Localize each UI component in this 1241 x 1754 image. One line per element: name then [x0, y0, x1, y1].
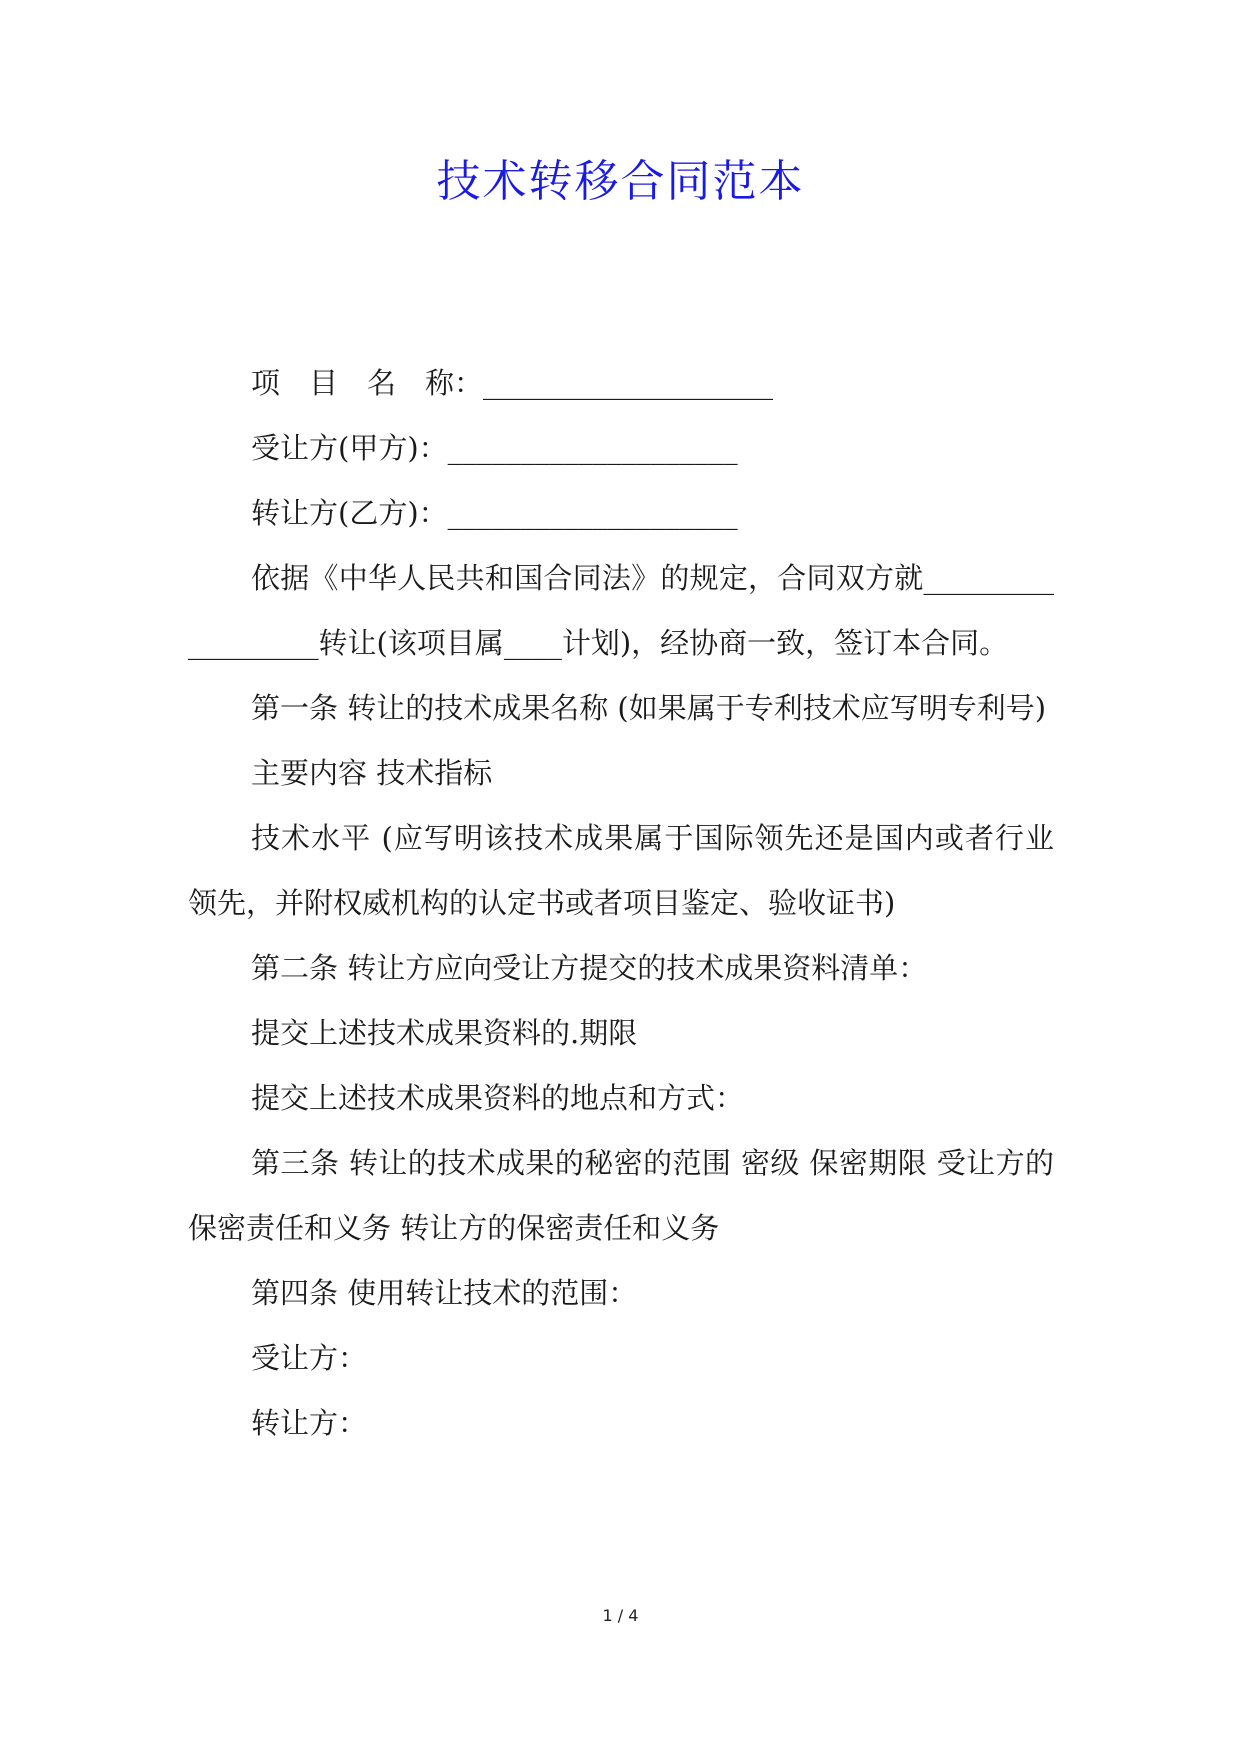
field-transferee: 受让方(甲方)：____________________	[251, 431, 738, 465]
article-1-content: 主要内容 技术指标	[251, 756, 493, 790]
article-4-transferee: 受让方：	[251, 1341, 368, 1375]
article-2-deadline: 提交上述技术成果资料的.期限	[251, 1016, 638, 1050]
article-1-level: 技术水平 (应写明该技术成果属于国际领先还是国内或者行业领先，并附权威机构的认定书或者项目鉴定、验收证书)	[188, 821, 1054, 920]
preamble-paragraph: 依据《中华人民共和国合同法》的规定，合同双方就__________________转让(该项目属____计划)，经协商一致，签订本合同。	[188, 561, 1054, 660]
article-3: 第三条 转让的技术成果的秘密的范围 密级 保密期限 受让方的保密责任和义务 转让方的保密责任和义务	[188, 1146, 1054, 1245]
field-project-name: 项 目 名 称：____________________	[251, 366, 774, 400]
document-title: 技术转移合同范本	[436, 156, 805, 207]
article-4-transferor: 转让方：	[251, 1406, 368, 1440]
article-2-location: 提交上述技术成果资料的地点和方式：	[251, 1081, 745, 1115]
document-body	[188, 351, 1054, 1456]
page-number: 1 / 4	[602, 1606, 639, 1625]
article-4: 第四条 使用转让技术的范围：	[251, 1276, 638, 1310]
article-1: 第一条 转让的技术成果名称 (如果属于专利技术应写明专利号)	[251, 691, 1047, 725]
article-2: 第二条 转让方应向受让方提交的技术成果资料清单：	[251, 951, 928, 985]
field-transferor: 转让方(乙方)：____________________	[251, 496, 738, 530]
